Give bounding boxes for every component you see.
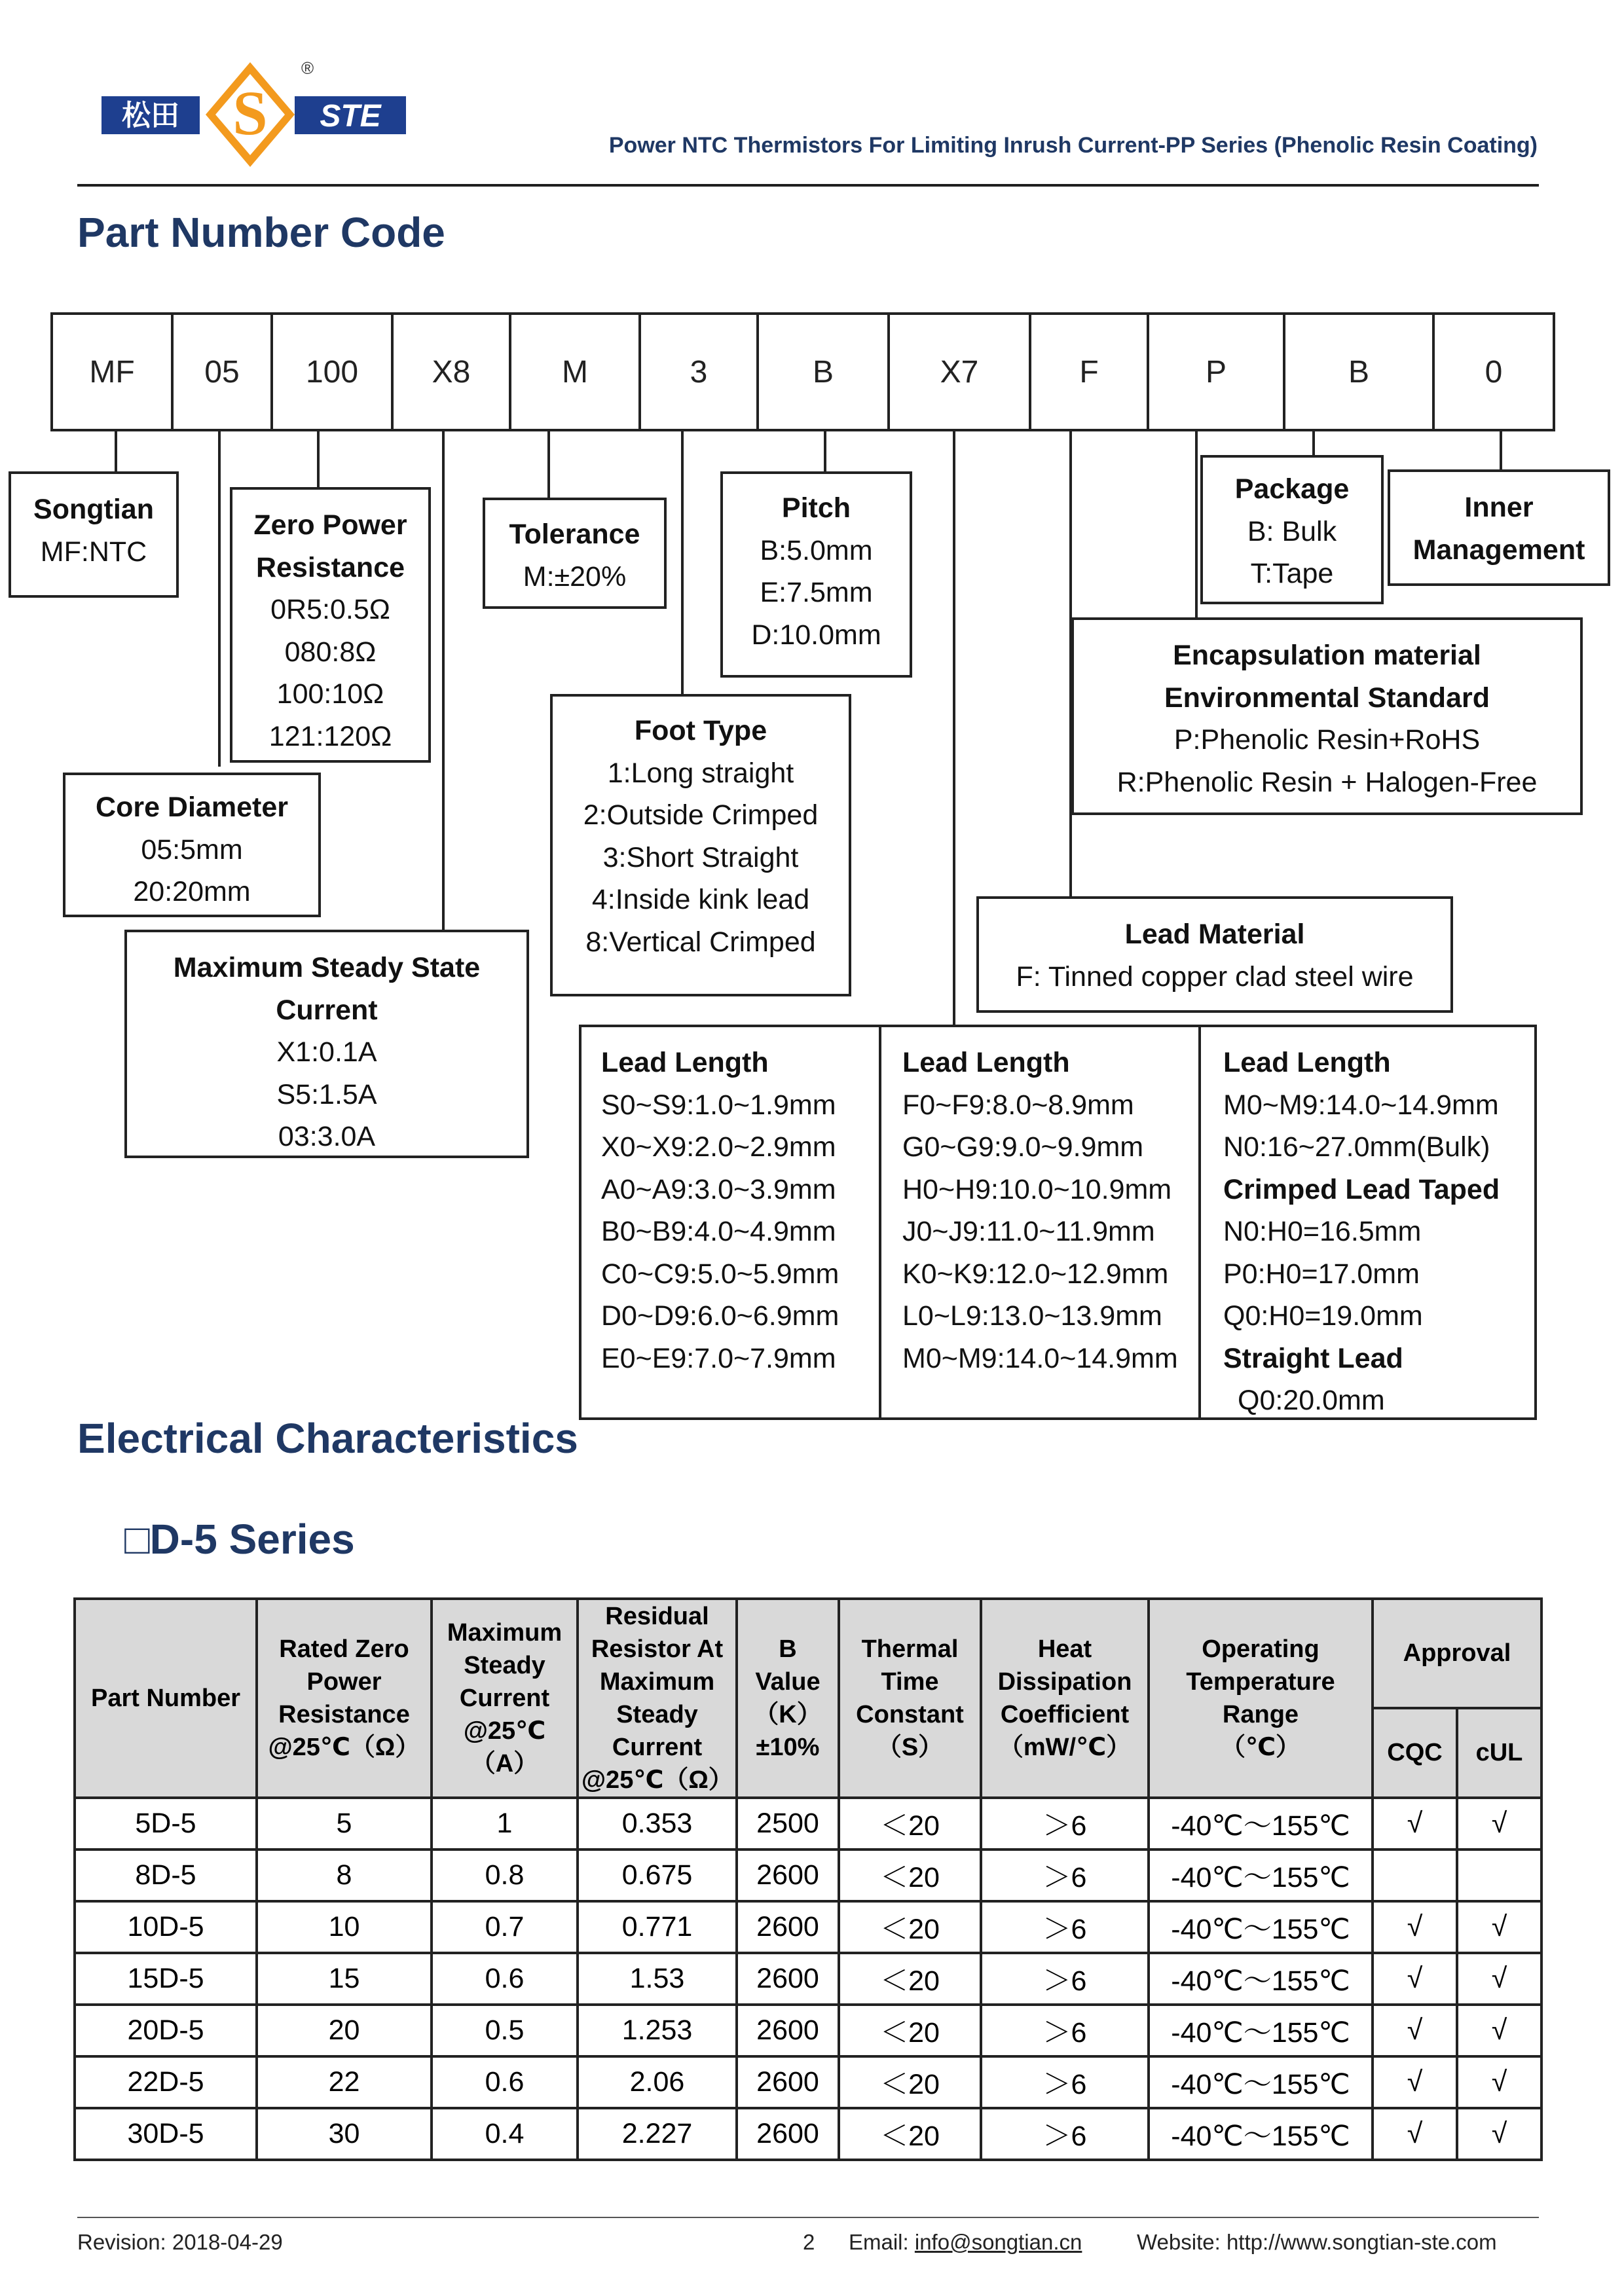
connector-line <box>1500 431 1502 472</box>
cell-b-value: 2600 <box>737 1901 839 1953</box>
cell-operating-range: -40℃～155℃ <box>1149 1901 1373 1953</box>
cell-max-current: 0.7 <box>432 1901 578 1953</box>
code-cell: X8 <box>391 312 511 431</box>
straight-lead-title: Straight Lead <box>1223 1342 1403 1374</box>
header-rated-zero-power-resistance: Rated Zero Power Resistance @25℃（Ω） <box>257 1599 432 1798</box>
header-max-steady-current: Maximum Steady Current @25℃ （A） <box>432 1599 578 1798</box>
cell-b-value: 2600 <box>737 1850 839 1901</box>
header-part-number: Part Number <box>75 1599 257 1798</box>
lead-length-line: J0~J9:11.0~11.9mm <box>902 1216 1155 1247</box>
connector-line <box>442 431 445 932</box>
cell-rated-resistance: 30 <box>257 2108 432 2160</box>
code-cell: P <box>1147 312 1285 431</box>
footer-divider <box>77 2217 1539 2218</box>
connector-line <box>218 431 221 767</box>
cell-rated-resistance: 22 <box>257 2056 432 2108</box>
code-cell: 100 <box>270 312 394 431</box>
cell-thermal-constant: ＜20 <box>839 1901 981 1953</box>
table-row <box>75 2108 1541 2160</box>
code-cell: B <box>1283 312 1435 431</box>
cell-cul-approval: √ <box>1457 2056 1541 2108</box>
cell-heat-dissipation: ＞6 <box>981 2056 1149 2108</box>
max-current-line: 03:3.0A <box>278 1121 376 1152</box>
package-line: B: Bulk <box>1247 515 1337 547</box>
cell-rated-resistance: 10 <box>257 1901 432 1953</box>
lead-length-box-2 <box>879 1025 1201 1420</box>
cell-operating-range: -40℃～155℃ <box>1149 1798 1373 1850</box>
header-operating-temperature: Operating Temperature Range （℃） <box>1149 1599 1373 1798</box>
cell-heat-dissipation: ＞6 <box>981 1798 1149 1850</box>
lead-length-line: G0~G9:9.0~9.9mm <box>902 1131 1144 1163</box>
cell-thermal-constant: ＜20 <box>839 1798 981 1850</box>
foot-type-line: 4:Inside kink lead <box>591 884 810 915</box>
max-steady-current-box <box>124 930 529 1158</box>
cell-cul-approval: √ <box>1457 1798 1541 1850</box>
inner-title: Management <box>1412 534 1585 566</box>
crimped-lead-line: Q0:H0=19.0mm <box>1223 1300 1423 1332</box>
header-b-value: B Value （K） ±10% <box>737 1599 839 1798</box>
table-row <box>75 1953 1541 2005</box>
cell-max-current: 0.5 <box>432 2005 578 2056</box>
header-heat-dissipation: Heat Dissipation Coefficient （mW/℃） <box>981 1599 1149 1798</box>
zero-power-title: Zero Power <box>253 509 407 541</box>
cell-cqc-approval: √ <box>1373 1953 1457 2005</box>
cell-cul-approval <box>1457 1850 1541 1901</box>
code-cell: F <box>1029 312 1149 431</box>
lead-length-line: M0~M9:14.0~14.9mm <box>1223 1089 1499 1121</box>
cell-operating-range: -40℃～155℃ <box>1149 2056 1373 2108</box>
code-cell: 3 <box>638 312 759 431</box>
cell-b-value: 2500 <box>737 1798 839 1850</box>
zero-power-line: 0R5:0.5Ω <box>270 594 390 625</box>
cell-cul-approval: √ <box>1457 2005 1541 2056</box>
cell-max-current: 0.6 <box>432 1953 578 2005</box>
code-cell: B <box>756 312 890 431</box>
logo-chinese-text: 松田 <box>122 99 179 132</box>
cell-cqc-approval: √ <box>1373 2108 1457 2160</box>
encapsulation-line: P:Phenolic Resin+RoHS <box>1173 724 1481 756</box>
cell-part-number: 30D-5 <box>75 2108 257 2160</box>
document-header-title: Power NTC Thermistors For Limiting Inrush Current-PP Series (Phenolic Resin Coating) <box>608 133 1538 158</box>
connector-line <box>1195 431 1198 619</box>
max-current-title: Current <box>276 994 378 1026</box>
cell-max-current: 0.6 <box>432 2056 578 2108</box>
connector-line <box>953 431 955 1027</box>
cell-heat-dissipation: ＞6 <box>981 1850 1149 1901</box>
code-cell: 0 <box>1432 312 1555 431</box>
pitch-title: Pitch <box>781 492 851 524</box>
company-logo <box>98 56 439 173</box>
cell-cqc-approval: √ <box>1373 2005 1457 2056</box>
registered-mark: ® <box>301 58 314 78</box>
header-cul: cUL <box>1457 1708 1541 1798</box>
table-row <box>75 1798 1541 1850</box>
lead-length-line: L0~L9:13.0~13.9mm <box>902 1300 1162 1332</box>
cell-residual-resistance: 1.253 <box>578 2005 737 2056</box>
cell-residual-resistance: 2.06 <box>578 2056 737 2108</box>
encapsulation-line: R:Phenolic Resin + Halogen-Free <box>1116 766 1538 798</box>
encapsulation-box <box>1071 617 1583 815</box>
lead-material-line: F: Tinned copper clad steel wire <box>1016 960 1414 993</box>
header-approval: Approval <box>1373 1599 1541 1708</box>
lead-material-title: Lead Material <box>1124 919 1305 950</box>
tolerance-title: Tolerance <box>509 519 640 550</box>
connector-line <box>115 431 117 474</box>
cell-part-number: 5D-5 <box>75 1798 257 1850</box>
cell-residual-resistance: 0.353 <box>578 1798 737 1850</box>
cell-heat-dissipation: ＞6 <box>981 1953 1149 2005</box>
foot-type-box <box>550 694 851 996</box>
header-divider <box>77 184 1539 187</box>
lead-length-line: F0~F9:8.0~8.9mm <box>902 1089 1134 1121</box>
cell-b-value: 2600 <box>737 2005 839 2056</box>
cell-part-number: 8D-5 <box>75 1850 257 1901</box>
part-number-code-heading: Part Number Code <box>77 209 445 256</box>
cell-cqc-approval: √ <box>1373 1798 1457 1850</box>
cell-thermal-constant: ＜20 <box>839 2108 981 2160</box>
lead-length-line: N0:16~27.0mm(Bulk) <box>1223 1131 1490 1163</box>
foot-type-line: 1:Long straight <box>607 757 794 789</box>
cell-max-current: 0.4 <box>432 2108 578 2160</box>
cell-part-number: 22D-5 <box>75 2056 257 2108</box>
core-diameter-title: Core Diameter <box>96 792 288 823</box>
connector-line <box>824 431 826 473</box>
cell-cul-approval: √ <box>1457 1953 1541 2005</box>
lead-length-line: C0~C9:5.0~5.9mm <box>601 1258 840 1290</box>
foot-type-line: 8:Vertical Crimped <box>585 926 816 958</box>
table-row <box>75 1901 1541 1953</box>
tolerance-box <box>483 498 667 609</box>
foot-type-line: 3:Short Straight <box>602 841 799 873</box>
max-current-line: X1:0.1A <box>276 1036 377 1068</box>
cell-rated-resistance: 8 <box>257 1850 432 1901</box>
cell-max-current: 1 <box>432 1798 578 1850</box>
cell-heat-dissipation: ＞6 <box>981 1901 1149 1953</box>
header-cqc: CQC <box>1373 1708 1457 1798</box>
songtian-box <box>9 471 179 598</box>
revision-date: Revision: 2018-04-29 <box>77 2230 283 2254</box>
encapsulation-title: Environmental Standard <box>1164 682 1490 714</box>
pitch-box <box>720 471 912 678</box>
lead-length-title: Lead Length <box>902 1047 1070 1078</box>
cell-part-number: 15D-5 <box>75 1953 257 2005</box>
cell-cqc-approval: √ <box>1373 2056 1457 2108</box>
lead-length-title: Lead Length <box>1223 1047 1391 1078</box>
lead-length-line: E0~E9:7.0~7.9mm <box>601 1342 836 1374</box>
cell-cqc-approval: √ <box>1373 1901 1457 1953</box>
connector-line <box>317 431 320 489</box>
inner-title: Inner <box>1464 492 1534 523</box>
cell-operating-range: -40℃～155℃ <box>1149 2005 1373 2056</box>
lead-length-box-1 <box>579 1025 881 1420</box>
electrical-characteristics-heading: Electrical Characteristics <box>77 1415 578 1462</box>
header-residual-resistor: Residual Resistor At Maximum Steady Current @25℃（Ω） <box>578 1599 737 1798</box>
pitch-line: B:5.0mm <box>760 534 873 566</box>
lead-length-line: A0~A9:3.0~3.9mm <box>601 1173 836 1205</box>
cell-thermal-constant: ＜20 <box>839 2005 981 2056</box>
max-current-line: S5:1.5A <box>276 1078 377 1110</box>
cell-operating-range: -40℃～155℃ <box>1149 2108 1373 2160</box>
cell-residual-resistance: 0.675 <box>578 1850 737 1901</box>
series-title: □D-5 Series <box>124 1516 355 1563</box>
lead-length-line: H0~H9:10.0~10.9mm <box>902 1173 1172 1205</box>
cell-residual-resistance: 1.53 <box>578 1953 737 2005</box>
foot-type-line: 2:Outside Crimped <box>583 799 819 831</box>
svg-text:S: S <box>232 78 268 148</box>
zero-power-line: 100:10Ω <box>276 678 384 710</box>
core-diameter-line: 20:20mm <box>133 876 251 907</box>
pitch-line: D:10.0mm <box>751 619 881 651</box>
crimped-lead-line: P0:H0=17.0mm <box>1223 1258 1420 1290</box>
songtian-line: MF:NTC <box>40 536 147 568</box>
package-line: T:Tape <box>1250 558 1334 589</box>
cell-b-value: 2600 <box>737 2056 839 2108</box>
cell-operating-range: -40℃～155℃ <box>1149 1850 1373 1901</box>
cell-operating-range: -40℃～155℃ <box>1149 1953 1373 2005</box>
logo-latin-text: STE <box>320 99 381 134</box>
cell-heat-dissipation: ＞6 <box>981 2005 1149 2056</box>
inner-management-box <box>1388 469 1610 586</box>
max-current-title: Maximum Steady State <box>173 952 481 983</box>
cell-cul-approval: √ <box>1457 1901 1541 1953</box>
cell-part-number: 20D-5 <box>75 2005 257 2056</box>
tolerance-line: M:±20% <box>523 560 627 592</box>
footer-website[interactable]: Website: http://www.songtian-ste.com <box>1137 2230 1497 2254</box>
code-cell: MF <box>50 312 174 431</box>
electrical-characteristics-table <box>73 1597 1543 2161</box>
cell-max-current: 0.8 <box>432 1850 578 1901</box>
cell-part-number: 10D-5 <box>75 1901 257 1953</box>
code-cell: X7 <box>887 312 1031 431</box>
core-diameter-line: 05:5mm <box>141 833 243 866</box>
cell-thermal-constant: ＜20 <box>839 1953 981 2005</box>
cell-cul-approval: √ <box>1457 2108 1541 2160</box>
page-number: 2 <box>803 2230 815 2254</box>
cell-thermal-constant: ＜20 <box>839 2056 981 2108</box>
email-label: Email: <box>849 2230 915 2254</box>
cell-rated-resistance: 20 <box>257 2005 432 2056</box>
crimped-lead-line: N0:H0=16.5mm <box>1223 1216 1422 1247</box>
zero-power-line: 121:120Ω <box>268 720 392 752</box>
cell-cqc-approval <box>1373 1850 1457 1901</box>
package-box <box>1200 455 1384 604</box>
lead-length-line: D0~D9:6.0~6.9mm <box>601 1300 840 1332</box>
cell-rated-resistance: 15 <box>257 1953 432 2005</box>
core-diameter-box <box>63 773 321 917</box>
foot-type-title: Foot Type <box>634 715 767 746</box>
table-row <box>75 1850 1541 1901</box>
table-row <box>75 2056 1541 2108</box>
cell-residual-resistance: 2.227 <box>578 2108 737 2160</box>
lead-length-title: Lead Length <box>601 1047 769 1078</box>
cell-rated-resistance: 5 <box>257 1798 432 1850</box>
crimped-lead-taped-title: Crimped Lead Taped <box>1223 1173 1500 1205</box>
songtian-title: Songtian <box>33 494 154 525</box>
cell-heat-dissipation: ＞6 <box>981 2108 1149 2160</box>
zero-power-title: Resistance <box>255 551 405 583</box>
connector-line <box>547 431 550 498</box>
connector-line <box>681 431 684 696</box>
straight-lead-line: Q0:20.0mm <box>1238 1385 1385 1416</box>
lead-length-line: K0~K9:12.0~12.9mm <box>902 1258 1169 1290</box>
email-link[interactable]: info@songtian.cn <box>914 2230 1082 2254</box>
lead-length-line: M0~M9:14.0~14.9mm <box>902 1342 1178 1374</box>
zero-power-resistance-box <box>230 487 431 763</box>
code-cell: 05 <box>171 312 273 431</box>
lead-length-line: B0~B9:4.0~4.9mm <box>601 1216 836 1247</box>
header-thermal-time-constant: Thermal Time Constant （S） <box>839 1599 981 1798</box>
cell-b-value: 2600 <box>737 2108 839 2160</box>
lead-length-line: S0~S9:1.0~1.9mm <box>601 1089 836 1121</box>
cell-residual-resistance: 0.771 <box>578 1901 737 1953</box>
cell-thermal-constant: ＜20 <box>839 1850 981 1901</box>
lead-material-box <box>976 896 1453 1013</box>
pitch-line: E:7.5mm <box>760 577 873 608</box>
package-title: Package <box>1234 473 1350 505</box>
lead-length-box-3 <box>1198 1025 1537 1420</box>
cell-b-value: 2600 <box>737 1953 839 2005</box>
footer-email <box>849 2230 1082 2255</box>
encapsulation-title: Encapsulation material <box>1173 640 1481 671</box>
zero-power-line: 080:8Ω <box>284 636 377 668</box>
logo-graphic <box>98 56 439 173</box>
table-row <box>75 2005 1541 2056</box>
lead-length-line: X0~X9:2.0~2.9mm <box>601 1131 836 1163</box>
code-cell: M <box>509 312 641 431</box>
